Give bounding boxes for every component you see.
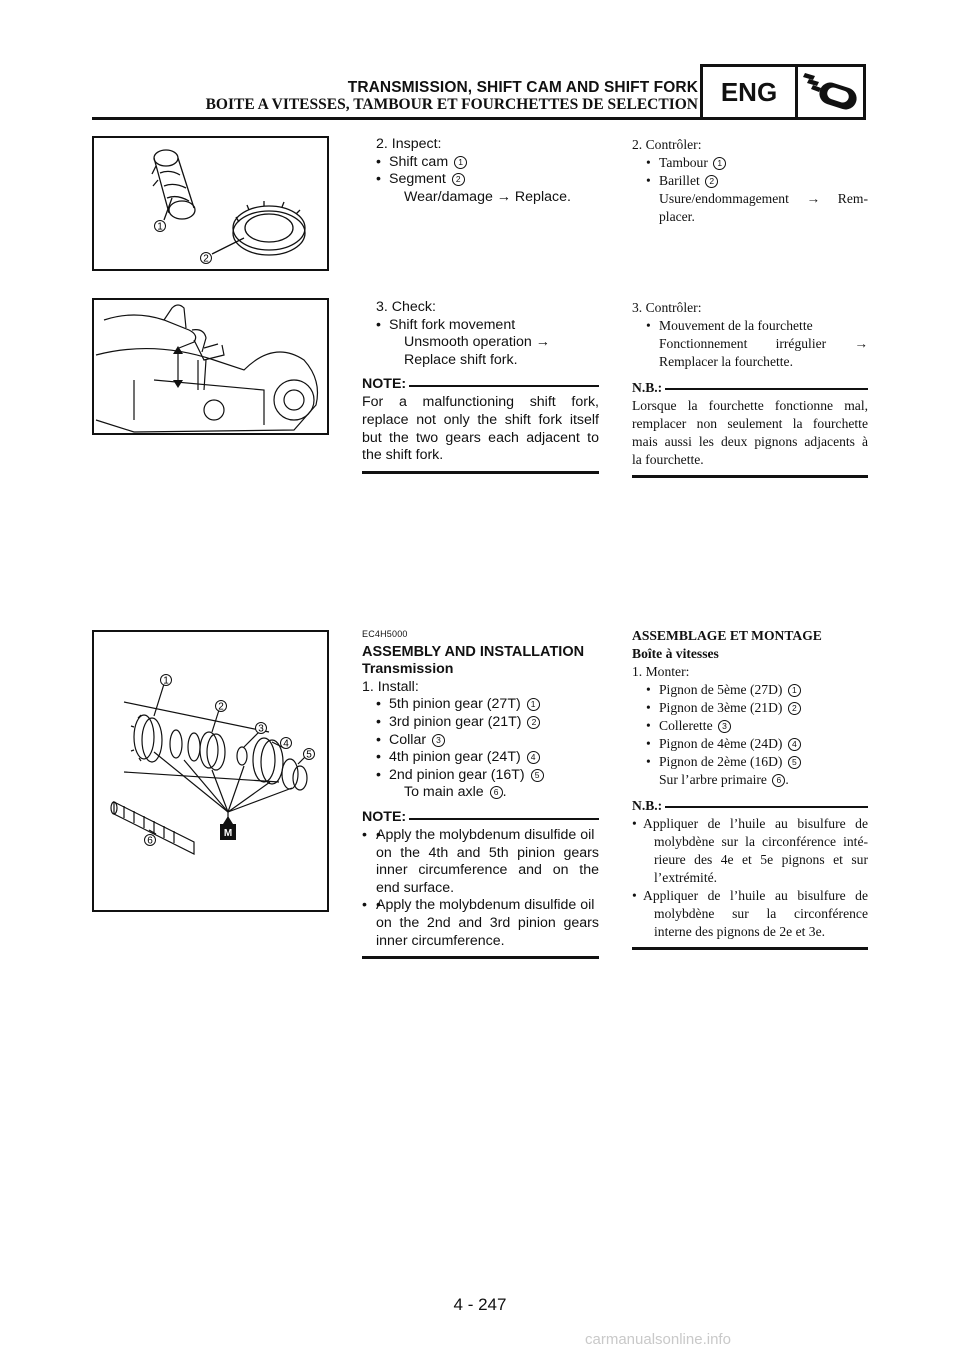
note-label: NOTE: xyxy=(362,809,409,827)
s1-en-result: Wear/damage → Replace. xyxy=(404,188,571,205)
list-item: • Tambour 1 xyxy=(632,154,868,172)
note-label: NOTE: xyxy=(362,376,409,394)
note-line: molybdène sur la circonférence xyxy=(654,906,868,921)
s2-en-r2: Replace shift fork. xyxy=(404,351,518,368)
note-label: N.B.: xyxy=(632,797,665,815)
subheading-fr: Boîte à vitesses xyxy=(632,646,719,661)
note-line: la fourchette. xyxy=(632,452,704,467)
list-item: • 3rd pinion gear (21T) 2 xyxy=(362,714,599,732)
note-bullet: • Appliquer de l’huile au bisulfure de xyxy=(632,888,868,903)
fig3-label-1: 1 xyxy=(163,675,169,687)
note-line: the shift fork. xyxy=(362,447,444,464)
list-item: • Barillet 2 xyxy=(632,172,868,190)
list-item: • Pignon de 2ème (16D) 5 xyxy=(632,753,868,771)
s3-fr xyxy=(632,627,868,950)
note-header xyxy=(362,376,599,394)
s3-en-axle: To main axle 6 . xyxy=(404,784,507,801)
note-line: remplacer non seulement la fourchette xyxy=(632,416,868,431)
list-item: • 4th pinion gear (24T) 4 xyxy=(362,749,599,767)
note-header xyxy=(632,379,868,397)
list-item: • Pignon de 5ème (27D) 1 xyxy=(632,681,868,699)
note-end-rule xyxy=(632,947,868,950)
note-line: inner circumference. xyxy=(376,932,505,949)
s3-en-step: 1. Install: xyxy=(362,678,419,695)
header-title-en: TRANSMISSION, SHIFT CAM AND SHIFT FORK xyxy=(347,79,698,96)
s3-fr-axle: Sur l’arbre primaire 6 . xyxy=(659,772,789,787)
note-end-rule xyxy=(362,471,599,474)
watermark-link[interactable]: carmanualsonline.info xyxy=(585,1331,731,1348)
s1-fr-result-2: placer. xyxy=(659,209,695,224)
fig3-label-3: 3 xyxy=(258,723,264,735)
list-item: • Shift fork movement xyxy=(362,317,599,335)
note-line: on the 4th and 5th pinion gears xyxy=(376,844,599,861)
section-badge xyxy=(700,64,866,120)
note-label: N.B.: xyxy=(632,379,665,397)
s2-en-step: 3. Check: xyxy=(376,299,436,315)
list-item: • Pignon de 3ème (21D) 2 xyxy=(632,699,868,717)
note-line: rieure des 4e et 5e pignons et sur xyxy=(654,852,868,867)
fig3-label-5: 5 xyxy=(306,749,312,761)
figure-shift-fork xyxy=(92,298,329,435)
page-number: 4 - 247 xyxy=(453,1295,507,1314)
s2-en-r1: Unsmooth operation → xyxy=(404,334,550,351)
list-item: • 2nd pinion gear (16T) 5 xyxy=(362,767,599,785)
list-item: • Collerette 3 xyxy=(632,717,868,735)
list-item: • 5th pinion gear (27T) 1 xyxy=(362,696,599,714)
note-bullet: • • Apply the molybdenum disulfide oil xyxy=(362,897,599,915)
note-line: interne des pignons de 2e et 3e. xyxy=(654,924,826,939)
s2-fr xyxy=(632,299,868,478)
note-bullet: • • Apply the molybdenum disulfide oil xyxy=(362,827,599,845)
s1-en xyxy=(362,136,602,206)
list-item: • Collar 3 xyxy=(362,732,599,750)
s3-en xyxy=(362,626,599,959)
note-end-rule xyxy=(362,956,599,959)
s2-en xyxy=(362,299,599,474)
figure-transmission-assembly xyxy=(92,630,329,912)
note-bullet: • Appliquer de l’huile au bisulfure de xyxy=(632,816,868,831)
note-line: on the 2nd and 3rd pinion gears xyxy=(376,914,599,931)
note-line: end surface. xyxy=(376,879,455,896)
engine-gear-icon xyxy=(799,69,863,115)
list-item: • Segment 2 xyxy=(362,171,602,189)
s2-fr-r2: Remplacer la fourchette. xyxy=(659,354,793,369)
note-end-rule xyxy=(632,475,868,478)
s1-fr-step: 2. Contrôler: xyxy=(632,137,702,152)
s1-fr xyxy=(632,136,868,226)
note-line: For a malfunctioning shift fork, xyxy=(362,394,599,411)
lang-badge: ENG xyxy=(703,67,798,117)
s2-fr-step: 3. Contrôler: xyxy=(632,300,702,315)
list-item: • Mouvement de la fourchette xyxy=(632,317,868,335)
s1-en-step: 2. Inspect: xyxy=(376,136,442,152)
s2-fr-r1: Fonctionnement irrégulier → xyxy=(659,336,868,351)
fig3-label-4: 4 xyxy=(283,738,289,750)
note-line: molybdène sur la circonférence inté- xyxy=(654,834,868,849)
procedure-code: EC4H5000 xyxy=(362,629,408,639)
header-title-fr: BOITE A VITESSES, TAMBOUR ET FOURCHETTES DE SELECTION xyxy=(205,96,698,113)
note-line: inner circumference and on the xyxy=(376,862,599,879)
subheading-en: Transmission xyxy=(362,661,454,678)
s3-fr-step: 1. Monter: xyxy=(632,664,690,679)
fig1-label-2: 2 xyxy=(203,253,209,265)
oil-mark-label: M xyxy=(223,828,233,839)
note-header xyxy=(632,797,868,815)
list-item: • Pignon de 4ème (24D) 4 xyxy=(632,735,868,753)
note-header xyxy=(362,809,599,827)
section-heading-fr: ASSEMBLAGE ET MONTAGE xyxy=(632,628,822,643)
molybdenum-oil-icon xyxy=(220,816,236,840)
note-line: Lorsque la fourchette fonctionne mal, xyxy=(632,398,868,413)
note-line: l’extrémité. xyxy=(654,870,718,885)
figure-shift-cam xyxy=(92,136,329,271)
note-line: mais aussi les deux pignons adjacents à xyxy=(632,434,868,449)
header-rule xyxy=(92,117,712,120)
fig3-label-2: 2 xyxy=(218,701,224,713)
fig3-label-6: 6 xyxy=(147,835,153,847)
list-item: • Shift cam 1 xyxy=(362,154,602,172)
note-line: replace not only the shift fork itself xyxy=(362,411,599,428)
fig1-label-1: 1 xyxy=(157,221,163,233)
s1-fr-result-1: Usure/endommagement → Rem- xyxy=(659,191,868,206)
note-line: but the two gears each adjacent to xyxy=(362,429,599,446)
section-heading-en: ASSEMBLY AND INSTALLATION xyxy=(362,643,585,660)
